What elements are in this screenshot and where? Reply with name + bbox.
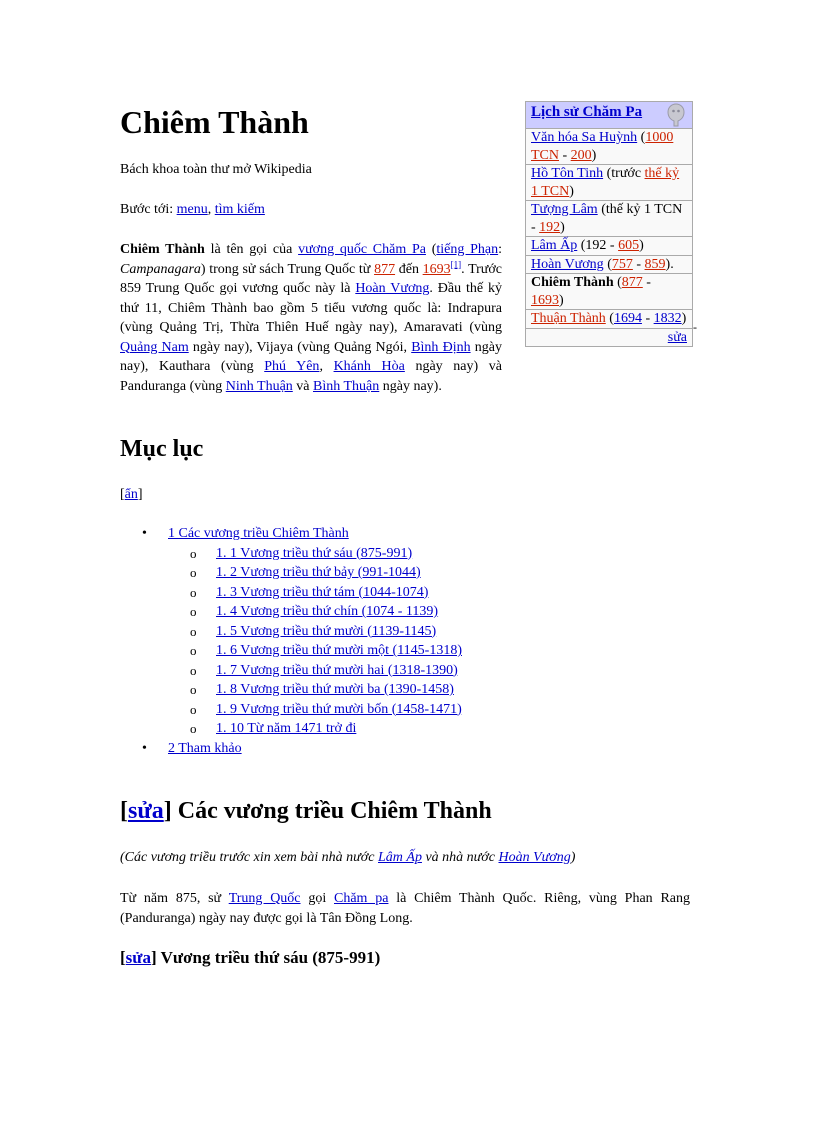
paragraph-text: là Chiêm Thành Quốc. Riêng, vùng Phan Rang (Panduranga) ngày nay được gọi là Tân Đồng Long. (120, 891, 691, 926)
toc-link-1-5[interactable]: 1. 5 Vương triều thứ mười (1139-1145) (216, 623, 437, 639)
link-sanskrit[interactable]: tiếng Phạn (436, 242, 499, 257)
toc-item (140, 661, 462, 681)
infobox-text: ) (559, 292, 564, 308)
infobox-text: ) (569, 183, 574, 199)
infobox-text: - (641, 311, 654, 326)
intro-text: . Trước 859 Trung Quốc gọi vương quốc này là (120, 261, 502, 296)
toc-item (140, 563, 462, 583)
link-quang-nam[interactable]: Quảng Nam (120, 339, 189, 355)
infobox-edit-row (526, 328, 692, 347)
intro-term: Chiêm Thành (120, 242, 205, 257)
link-year-1693[interactable]: 1693 (531, 292, 559, 308)
toc-hide-link[interactable]: ẩn (124, 487, 138, 502)
intro-text: ngày nay), Kauthara (vùng (120, 339, 502, 374)
intro-text: ) trong sử sách Trung Quốc từ (200, 261, 375, 277)
toc-item (140, 700, 462, 720)
section-note (120, 850, 575, 866)
infobox-text: ) (681, 311, 687, 326)
infobox-row (526, 236, 692, 255)
infobox-text: - (559, 147, 571, 163)
toc-item (140, 544, 462, 564)
infobox-row (526, 128, 692, 164)
link-year-1832[interactable]: 1832 (653, 311, 682, 326)
toc-toggle (120, 487, 143, 503)
link-ho-ton-tinh[interactable]: Hồ Tôn Tinh (531, 166, 604, 181)
toc-link-1-4[interactable]: 1. 4 Vương triều thứ chín (1074 - 1139) (216, 604, 439, 619)
toc-item (140, 583, 462, 603)
infobox-text: (trước (603, 166, 645, 181)
paragraph-text: Từ năm 875, sử (120, 891, 229, 906)
infobox-text: ). (665, 256, 674, 272)
page-subtitle: Bách khoa toàn thư mở Wikipedia (120, 162, 312, 177)
link-tuong-lam[interactable]: Tượng Lâm (531, 202, 598, 217)
toc-link-2[interactable]: 2 Tham khảo (168, 740, 242, 756)
intro-text: đến (395, 261, 423, 277)
paragraph-text: gọi (300, 891, 334, 906)
link-china[interactable]: Trung Quốc (228, 891, 301, 906)
link-1st-century-bce[interactable]: thế kỷ 1 TCN (531, 166, 680, 199)
infobox-text: - (632, 256, 645, 272)
toc-link-1-2[interactable]: 1. 2 Vương triều thứ bảy (991-1044) (216, 565, 421, 580)
infobox-title-link[interactable]: Lịch sử Chăm Pa (531, 104, 643, 120)
toc-toggle-bracket: [ (120, 487, 125, 502)
toc-item (140, 641, 462, 661)
reference-link[interactable]: [1] (450, 258, 462, 269)
edit-bracket: ] (163, 798, 178, 824)
intro-text: , (319, 359, 334, 374)
toc-item (140, 524, 462, 544)
champa-sculpture-icon (666, 103, 686, 127)
edit-bracket: [ (120, 948, 126, 967)
link-year-877[interactable]: 877 (621, 275, 643, 290)
infobox-edit-link[interactable]: sửa (667, 329, 687, 345)
infobox-text: (192 - (577, 238, 619, 253)
infobox-header (526, 102, 692, 128)
link-year-757[interactable]: 757 (611, 256, 633, 272)
infobox-text: ( (603, 256, 612, 272)
link-binh-thuan[interactable]: Bình Thuận (313, 378, 380, 394)
jump-nav (120, 202, 265, 218)
link-champa-kingdom[interactable]: vương quốc Chăm Pa (298, 242, 426, 257)
champa-history-infobox (525, 101, 693, 347)
toc-link-1-10[interactable]: 1. 10 Từ năm 1471 trở đi (216, 721, 357, 736)
infobox-text: ) (560, 219, 565, 235)
intro-text: và (292, 378, 313, 394)
toc-link-1-6[interactable]: 1. 6 Vương triều thứ mười một (1145-1318) (216, 643, 462, 658)
toc-link-1[interactable]: 1 Các vương triều Chiêm Thành (168, 526, 349, 541)
infobox-text: ( (605, 311, 614, 326)
toc-item (140, 739, 462, 759)
infobox-text: (thế kỷ 1 TCN - (531, 202, 683, 235)
infobox-current-period: Chiêm Thành (531, 275, 614, 290)
link-lam-ap[interactable]: Lâm Ấp (531, 238, 578, 253)
infobox-text: ) (591, 147, 597, 163)
toc-title: Mục lục (120, 436, 204, 462)
toc-link-1-8[interactable]: 1. 8 Vương triều thứ mười ba (1390-1458) (216, 682, 454, 697)
intro-text: ngày nay), Vijaya (vùng Quảng Ngói, (188, 339, 412, 355)
toc-link-1-3[interactable]: 1. 3 Vương triều thứ tám (1044-1074) (216, 584, 429, 600)
jump-search-link[interactable]: tìm kiếm (214, 202, 265, 217)
toc-link-1-9[interactable]: 1. 9 Vương triều thứ mười bốn (1458-1471) (216, 701, 462, 717)
jump-menu-link[interactable]: menu (176, 202, 208, 217)
infobox-row (526, 200, 692, 236)
intro-text: ngày nay). (379, 378, 442, 394)
intro-text: : (498, 242, 502, 257)
link-phu-yen[interactable]: Phú Yên (264, 359, 320, 374)
link-year-859[interactable]: 859 (644, 256, 666, 272)
infobox-row (526, 164, 692, 200)
section-heading (120, 798, 492, 825)
intro-text: . Đầu thế kỷ thứ 11, Chiêm Thành bao gồm 5 tiểu vương quốc là: Indrapura (vùng Quảng Trị, Thừa Thiên Huế ngày nay), Amaravati (vùng (120, 281, 502, 335)
link-year-200[interactable]: 200 (570, 147, 592, 163)
link-champa[interactable]: Chăm pa (334, 891, 389, 906)
section-paragraph (120, 889, 690, 928)
toc-link-1-1[interactable]: 1. 1 Vương triều thứ sáu (875-991) (216, 545, 413, 561)
subsection-heading (120, 948, 380, 968)
note-text: ) (570, 850, 576, 865)
link-sa-huynh[interactable]: Văn hóa Sa Huỳnh (531, 130, 638, 145)
link-year-877[interactable]: 877 (374, 261, 396, 277)
subsection-title: Vương triều thứ sáu (875-991) (160, 948, 381, 967)
section-title: Các vương triều Chiêm Thành (177, 798, 492, 824)
link-binh-dinh[interactable]: Bình Định (411, 339, 471, 355)
infobox-text: ) (639, 238, 644, 253)
link-hoan-vuong[interactable]: Hoàn Vương (355, 281, 430, 296)
toc-item (140, 680, 462, 700)
note-text: và nhà nước (421, 850, 499, 865)
jump-nav-separator: , (207, 202, 215, 217)
link-1000-bce[interactable]: 1000 TCN (531, 130, 674, 163)
toc-toggle-bracket: ] (137, 487, 143, 502)
infobox-row (526, 309, 692, 328)
link-year-1694[interactable]: 1694 (613, 311, 642, 326)
infobox-text: ( (637, 130, 646, 145)
link-year-192[interactable]: 192 (539, 219, 561, 235)
toc-link-1-7[interactable]: 1. 7 Vương triều thứ mười hai (1318-1390) (216, 662, 458, 678)
infobox-side-dash: - (693, 320, 697, 334)
infobox-text: - (642, 275, 651, 290)
toc-item (140, 602, 462, 622)
edit-bracket: ] (151, 948, 161, 967)
page-title: Chiêm Thành (120, 104, 309, 140)
intro-campanagara: Campanagara (120, 261, 201, 277)
intro-text: là tên gọi của (204, 242, 299, 257)
intro-text: ( (425, 242, 437, 257)
link-hoan-vuong-period[interactable]: Hoàn Vương (531, 256, 604, 272)
infobox-row (526, 273, 692, 309)
toc-item (140, 719, 462, 739)
link-lam-ap-state[interactable]: Lâm Ấp (378, 850, 422, 865)
link-year-605[interactable]: 605 (618, 238, 640, 253)
infobox-row (526, 255, 692, 274)
infobox-text: ( (613, 275, 622, 290)
link-ninh-thuan[interactable]: Ninh Thuận (225, 378, 293, 394)
note-text: (Các vương triều trước xin xem bài nhà nước (120, 850, 378, 865)
jump-nav-label: Bước tới: (120, 202, 177, 217)
intro-paragraph (120, 240, 502, 396)
subsection-edit-link[interactable]: sửa (125, 948, 151, 967)
edit-bracket: [ (120, 798, 128, 824)
section-edit-link[interactable]: sửa (128, 798, 164, 824)
link-thuan-thanh[interactable]: Thuận Thành (531, 311, 606, 326)
toc-item (140, 622, 462, 642)
link-khanh-hoa[interactable]: Khánh Hòa (333, 359, 405, 374)
link-hoan-vuong-state[interactable]: Hoàn Vương (498, 850, 571, 865)
intro-text: ngày nay) và Panduranga (vùng (120, 359, 503, 394)
table-of-contents (140, 524, 462, 758)
link-year-1693[interactable]: 1693 (422, 261, 451, 277)
